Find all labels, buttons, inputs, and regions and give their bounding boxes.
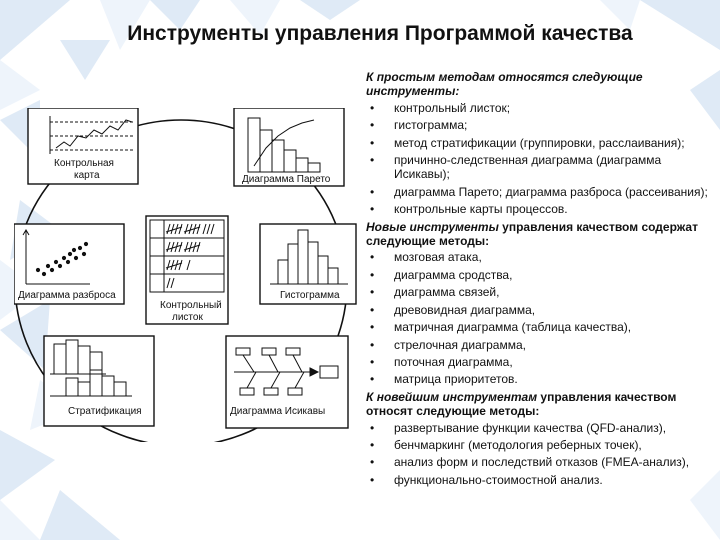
checklist-label-2: листок: [172, 312, 203, 323]
list-item-text: причинно-следственная диаграмма (диаграмма Исикавы);: [394, 153, 662, 182]
control-chart-label-2: карта: [74, 170, 100, 181]
pareto-label: Диаграмма Парето: [242, 174, 331, 185]
section-list: [366, 250, 708, 386]
bullet-icon: •: [370, 420, 375, 435]
checklist-label-1: Контрольный: [160, 300, 222, 311]
list-item: [366, 355, 708, 369]
list-item: [366, 303, 708, 317]
list-item-text: поточная диаграмма,: [394, 354, 513, 369]
list-item: [366, 455, 708, 469]
bullet-icon: •: [370, 437, 375, 452]
list-item: [366, 118, 708, 132]
section-heading: [366, 70, 708, 99]
bullet-icon: •: [370, 100, 375, 115]
histogram-label: Гистограмма: [280, 290, 340, 301]
list-item: [366, 202, 708, 216]
section-heading-rest: управления качеством относят следующие методы:: [366, 389, 677, 419]
section-heading: [366, 390, 708, 419]
list-item: [366, 438, 708, 452]
section-heading-italic: К простым методам относятся следующие инструменты:: [366, 70, 643, 99]
section-simple: [366, 70, 708, 217]
list-item-text: матричная диаграмма (таблица качества),: [394, 320, 632, 335]
list-item: [366, 320, 708, 334]
list-item-text: мозговая атака,: [394, 250, 482, 265]
bullet-icon: •: [370, 184, 375, 199]
checklist-box: [146, 216, 228, 324]
bullet-icon: •: [370, 455, 375, 470]
list-item-text: диаграмма связей,: [394, 285, 500, 300]
list-item-text: контрольный листок;: [394, 100, 511, 115]
section-new: [366, 220, 708, 387]
bullet-icon: •: [370, 153, 375, 168]
page-title: Инструменты управления Программой качества: [127, 22, 633, 45]
bullet-icon: •: [370, 472, 375, 487]
list-item: [366, 285, 708, 299]
scatter-label: Диаграмма разброса: [18, 290, 116, 301]
section-heading-rest: управления качеством содержат следующие методы:: [366, 219, 698, 249]
list-item: [366, 136, 708, 150]
list-item: [366, 153, 708, 182]
section-heading: [366, 220, 708, 249]
list-item-text: древовидная диаграмма,: [394, 302, 536, 317]
list-item: [366, 421, 708, 435]
bullet-icon: •: [370, 285, 375, 300]
bullet-icon: •: [370, 372, 375, 387]
stratification-label: Стратификация: [68, 406, 142, 417]
bullet-icon: •: [370, 320, 375, 335]
bullet-icon: •: [370, 135, 375, 150]
list-item-text: диаграмма Парето; диаграмма разброса (рассеивания);: [394, 184, 708, 199]
bullet-icon: •: [370, 302, 375, 317]
list-item-text: анализ форм и последствий отказов (FMEA-анализ),: [394, 455, 690, 470]
section-list: [366, 101, 708, 217]
bullet-icon: •: [370, 202, 375, 217]
ishikawa-label: Диаграмма Исикавы: [230, 406, 326, 417]
pareto-box: [234, 108, 344, 186]
list-item-text: матрица приоритетов.: [394, 372, 518, 387]
list-item-text: стрелочная диаграмма,: [394, 337, 526, 352]
control-chart-label-1: Контрольная: [54, 158, 114, 169]
list-item: [366, 473, 708, 487]
list-item-text: развертывание функции качества (QFD-анализ),: [394, 420, 667, 435]
scatter-box: [14, 224, 124, 304]
histogram-box: [260, 224, 356, 304]
quality-tools-diagram: [14, 108, 364, 442]
bullet-icon: •: [370, 267, 375, 282]
list-item: [366, 268, 708, 282]
section-newest: [366, 390, 708, 487]
stratification-box: [44, 336, 154, 426]
list-item-text: функционально-стоимостной анализ.: [394, 472, 603, 487]
bullet-icon: •: [370, 118, 375, 133]
list-item: [366, 101, 708, 115]
list-item: [366, 372, 708, 386]
section-heading-italic: К новейшим инструментам: [366, 389, 538, 404]
bullet-icon: •: [370, 250, 375, 265]
methods-text-column: [366, 70, 708, 490]
list-item-text: бенчмаркинг (методология реберных точек),: [394, 437, 642, 452]
list-item: [366, 338, 708, 352]
control-chart-box: [28, 108, 138, 184]
list-item: [366, 250, 708, 264]
section-list: [366, 421, 708, 488]
list-item: [366, 185, 708, 199]
section-heading-italic: Новые инструменты: [366, 219, 499, 234]
ishikawa-box: [226, 336, 348, 428]
bullet-icon: •: [370, 354, 375, 369]
list-item-text: метод стратификации (группировки, расслаивания);: [394, 135, 685, 150]
list-item-text: диаграмма сродства,: [394, 267, 513, 282]
bullet-icon: •: [370, 337, 375, 352]
list-item-text: гистограмма;: [394, 118, 468, 133]
list-item-text: контрольные карты процессов.: [394, 202, 568, 217]
